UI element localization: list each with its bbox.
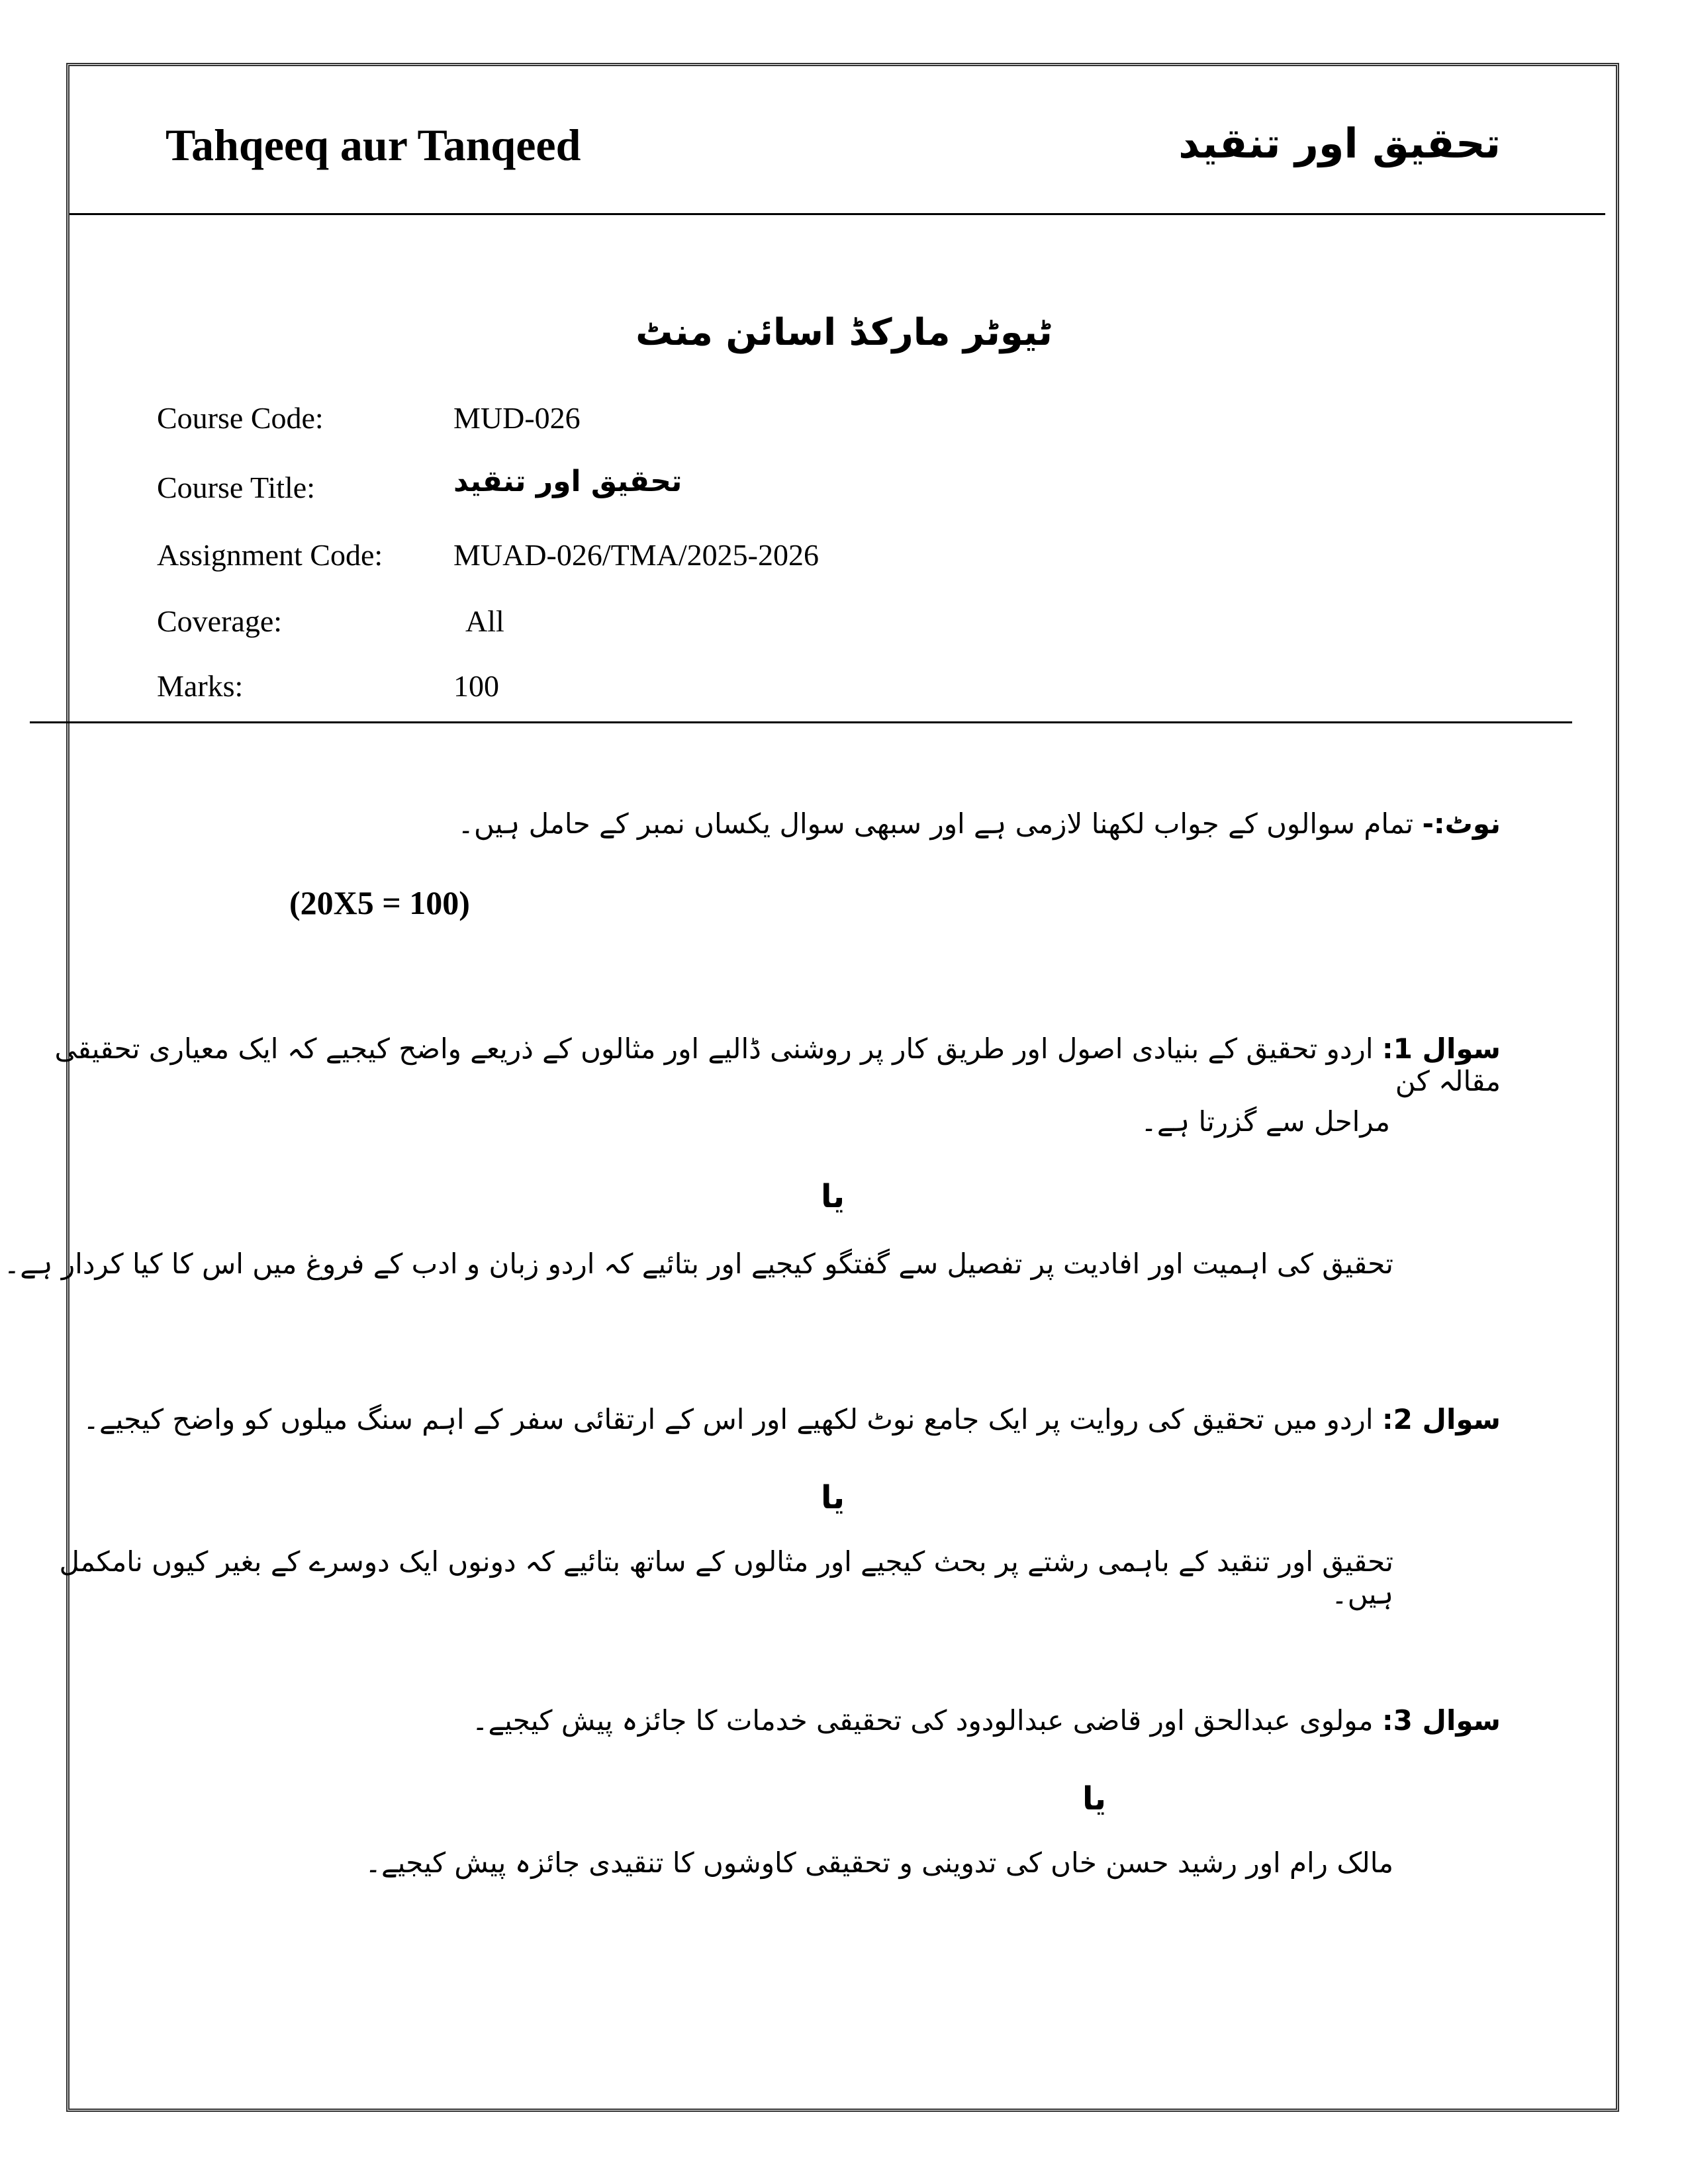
note: [457, 807, 1501, 840]
question-1-label: سوال 1:: [1382, 1032, 1501, 1065]
coverage-label: Coverage:: [157, 604, 283, 638]
question-2-alternative: تحقیق اور تنقید کے باہمی رشتے پر بحث کیجیے اور مثالوں کے ساتھ بتائیے کہ دونوں ایک دوسرے کے بغیر کیوں نامکمل ہیں۔: [59, 1545, 1393, 1610]
assignment-code-label: Assignment Code:: [157, 538, 383, 572]
question-1-line2: مراحل سے گزرتا ہے۔: [1141, 1105, 1390, 1138]
or-separator-1: یا: [821, 1178, 845, 1215]
or-separator-3: یا: [1082, 1780, 1107, 1817]
course-title-label: Course Title:: [157, 471, 316, 504]
note-text: تمام سوالوں کے جواب لکھنا لازمی ہے اور سبھی سوال یکساں نمبر کے حامل ہیں۔: [457, 807, 1414, 840]
or-separator-2: یا: [821, 1479, 845, 1516]
document-title: ٹیوٹر مارکڈ اسائن منٹ: [635, 311, 1053, 354]
header-divider: [70, 213, 1605, 215]
header-title-urdu: تحقیق اور تنقید: [1178, 119, 1501, 167]
question-2-line1: سوال 2: اردو میں تحقیق کی روایت پر ایک جامع نوٹ لکھیے اور اس کے ارتقائی سفر کے اہم سنگ میلوں کو واضح کیجیے۔: [83, 1403, 1501, 1435]
question-3-label: سوال 3:: [1382, 1704, 1501, 1737]
course-code-value: MUD-026: [453, 401, 581, 435]
header-title-english: Tahqeeq aur Tanqeed: [165, 120, 581, 170]
marks-value: 100: [453, 669, 499, 703]
course-title-value: تحقیق اور تنقید: [453, 465, 682, 498]
question-2-label: سوال 2:: [1382, 1403, 1501, 1435]
note-prefix: نوٹ:-: [1422, 807, 1501, 840]
assignment-code-value: MUAD-026/TMA/2025-2026: [453, 538, 819, 572]
question-1-alternative: تحقیق کی اہمیت اور افادیت پر تفصیل سے گفتگو کیجیے اور بتائیے کہ اردو زبان و ادب کے فروغ میں اس کا کیا کردار ہے۔: [3, 1248, 1393, 1280]
course-code-label: Course Code:: [157, 401, 324, 435]
question-3-line1: سوال 3: مولوی عبدالحق اور قاضی عبدالودود کی تحقیقی خدمات کا جائزہ پیش کیجیے۔: [471, 1704, 1501, 1737]
question-3-alternative: مالک رام اور رشید حسن خاں کی تدوینی و تحقیقی کاوشوں کا تنقیدی جائزہ پیش کیجیے۔: [365, 1846, 1393, 1879]
question-1-line1: سوال 1: اردو تحقیق کے بنیادی اصول اور طریق کار پر روشنی ڈالیے اور مثالوں کے ذریعے واضح کیجیے کہ ایک معیاری تحقیقی مقالہ کن: [54, 1032, 1501, 1097]
marks-formula: (20X5 = 100): [289, 884, 470, 921]
info-divider: [30, 721, 1572, 723]
coverage-value: All: [465, 604, 504, 638]
marks-label: Marks:: [157, 669, 244, 703]
